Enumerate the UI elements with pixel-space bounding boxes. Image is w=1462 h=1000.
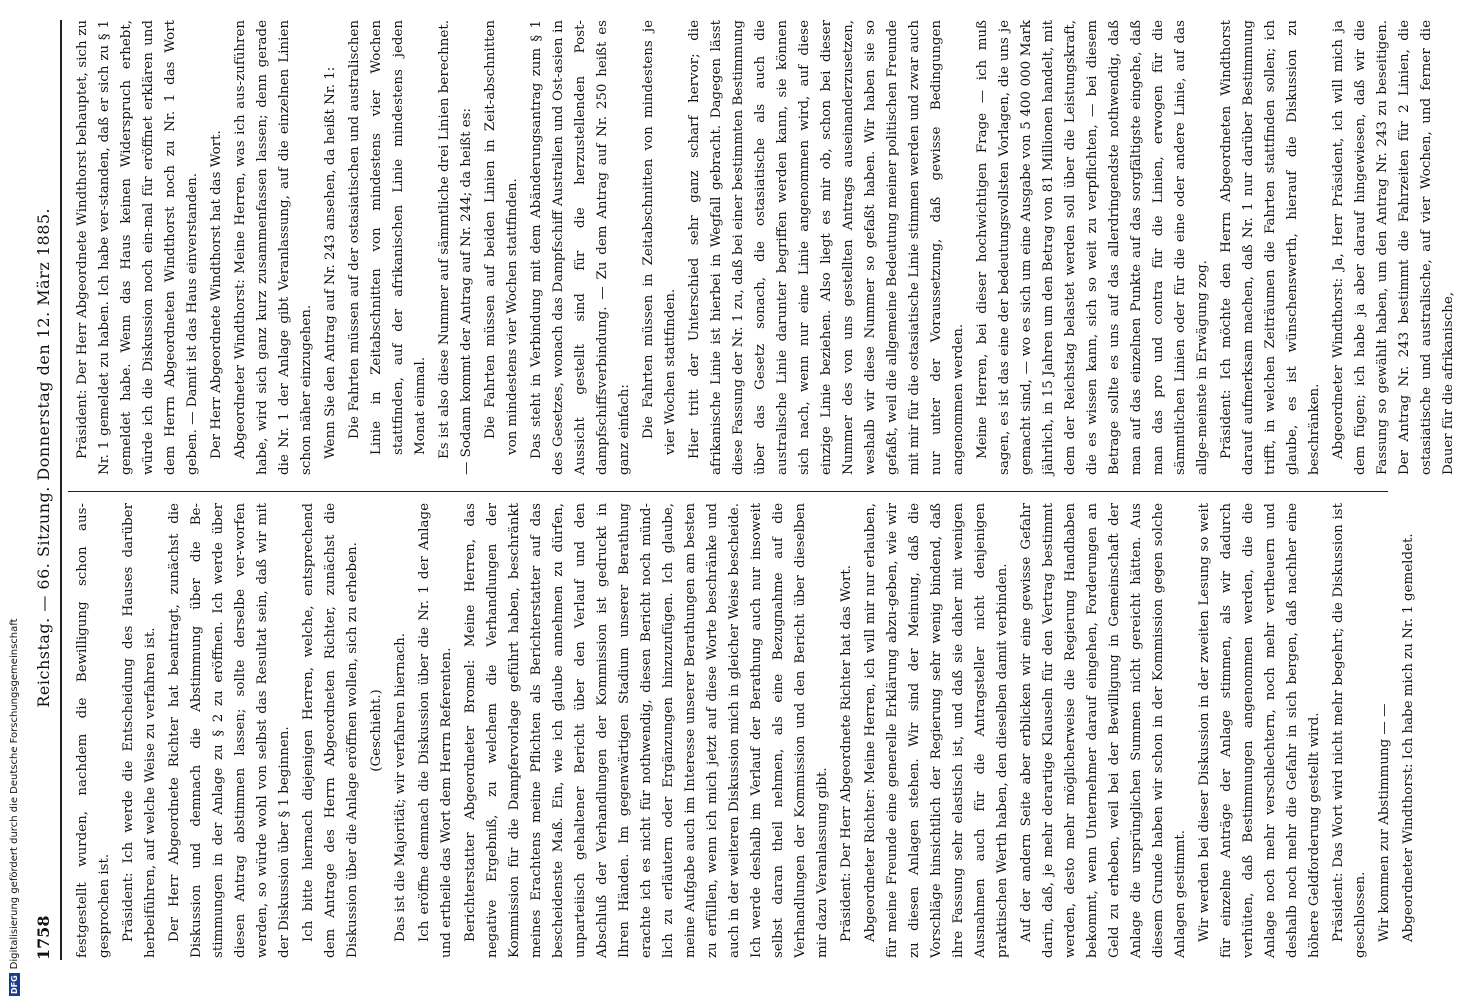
paragraph: Auf der andern Seite aber erblicken wir eine gewisse Gefahr darin, daß, je mehr derartige Klauseln für den Vertrag bestimmt werden, desto mehr möglicherweise die Regierung Handhaben bekommt, wenn Unternehmer darauf eingehen, Forderungen an Geld zu erheben, weil bei der Bewilligung in Gemeinschaft der Anlage die ursprünglichen Summen nicht gereicht hätten. Aus diesem Grunde haben wir schon in der Kommission gegen solche Anlagen gestimmt. bbox=[1019, 503, 1188, 958]
paragraph: Wir werden bei dieser Diskussion in der zweiten Lesung so weit für einzelne Anträge der Anlage stimmen, als wir dadurch verhüten, daß Bestimmungen angenommen werden, die die Anlage noch mehr verschlechtern, noch mehr vertheuern und deshalb noch mehr die Gefahr in sich bergen, daß nachher eine höhere Geldforderung gestellt wird. bbox=[1197, 503, 1322, 958]
paragraph: Abgeordneter Windthorst: Ja, Herr Präsident, ich will mich ja dem fügen; ich habe ja aber darauf hingewiesen, daß wir die Fassung so gewählt haben, um den Antrag Nr. 243 zu beseitigen. Der Antrag Nr. 243 bestimmt die Fahrzeiten für 2 Linien, die ostasiatische und australische, auf vier Wochen, und ferner die Dauer für die afrikanische, bbox=[1331, 20, 1456, 475]
document-sheet bbox=[20, 0, 1456, 980]
paragraph: Präsident: Ich werde die Entscheidung des Hauses darüber herbeiführen, auf welche Weise zu verfahren ist. bbox=[121, 503, 158, 958]
paragraph: Meine Herren, bei dieser hochwichtigen Frage — ich muß sagen, es ist das eine der bedeutungsvollsten Vorlagen, die uns je gemacht sind, — wo es sich um eine Ausgabe von 5 400 000 Mark jährlich, in 15 Jahren um den Betrag von 81 Millionen handelt, mit dem der Reichstag belastet werden soll über die Leistungskraft, die es wissen kann, sich so weit zu verpflichten, — bei diesem Betrage sollte es uns auf das allerdringendste nothwendig, daß man auf das einzelnen Punkte auf das sorgfältigste eingehe, daß man das pro und contra für die Linien, erwogen für die sämmtlichen Linien oder für die eine oder andere Linie, auf das allge-meinste in Erwägung zog. bbox=[975, 20, 1210, 475]
paragraph: Präsident: Ich möchte den Herrn Abgeordneten Windthorst darauf aufmerksam machen, daß Nr. 1 nur darüber Bestimmung trifft, in welchen Zeiträumen die Fahrten stattfinden sollen; ich glaube, es ist wünschenswerth, hierauf die Diskussion zu beschränken. bbox=[1219, 20, 1322, 475]
paragraph: Präsident: Das Wort wird nicht mehr begehrt; die Diskussion ist geschlossen. bbox=[1331, 503, 1368, 958]
right-column bbox=[72, 20, 1462, 475]
paragraph: Ich bitte hiernach diejenigen Herren, welche, entsprechend dem Antrage des Herrn Abgeordneten Richter, zunächst die Diskussion über die Anlage eröffnen wollen, sich zu erheben. bbox=[301, 503, 360, 958]
paragraph: Präsident: Der Herr Abgeordnete Richter hat das Wort. bbox=[839, 564, 854, 942]
header-rule bbox=[60, 20, 62, 960]
page-number: 1758 bbox=[33, 915, 53, 960]
paragraph: Die Fahrten müssen auf beiden Linien in Zeit-abschnitten von mindestens vier Wochen stattfinden. bbox=[483, 20, 520, 455]
column-divider bbox=[68, 491, 1388, 492]
paragraph: Wir kommen zur Abstimmung — — bbox=[1377, 703, 1392, 942]
paragraph: (Geschieht.) bbox=[369, 689, 384, 772]
paragraph: Der Herr Abgeordnete Richter hat beantragt, zunächst die Diskussion und demnach die Abstimmung über die Be-stimmungen in der Anlage zu § 2 zu eröffnen. Ich werde über diesen Antrag abstimmen lassen; sollte derselbe ver-worfen werden, so würde wohl von selbst das Resultat sein, daß wir mit der Diskussion über § 1 beginnen. bbox=[167, 503, 292, 958]
paragraph: Das ist die Majorität; wir verfahren hiernach. bbox=[393, 632, 408, 942]
paragraph: Präsident: Der Herr Abgeordnete Windthorst behauptet, sich zu Nr. 1 gemeldet zu haben. Ich habe ver-standen, daß er sich zu § 1 gemeldet habe. Wenn das Haus keinen Widerspruch erhebt, würde ich die Diskussion noch ein-mal für eröffnet erklären und dem Herrn Abgeordneten Windthorst noch zu Nr. 1 das Wort geben. — Damit ist das Haus einverstanden. bbox=[75, 20, 200, 475]
paragraph: Abgeordneter Windthorst: Ich habe mich zu Nr. 1 gemeldet. bbox=[1401, 533, 1416, 942]
paragraph: Der Herr Abgeordnete Windthorst hat das Wort. bbox=[209, 130, 224, 459]
paragraph: Die Fahrten müssen auf der ostasiatischen und australischen Linie in Zeitabschnitten von mindestens vier Wochen stattfinden, auf der afrikanischen Linie mindestens jeden Monat einmal. bbox=[347, 20, 428, 455]
paragraph: Wenn Sie den Antrag auf Nr. 243 ansehen, da heißt Nr. 1: bbox=[323, 66, 338, 459]
paragraph: Hier tritt der Unterschied sehr ganz scharf hervor; die afrikanische Linie ist hierbei in Wegfall gebracht. Dagegen lässt diese Fassung der Nr. 1 zu, daß bei einer bestimmten Bestimmung über das Gesetz sonach, die ostasiatische als auch die australische Linie darunter begriffen werden kann, sie können sich nach, wenn nur eine Linie angenommen wird, auf diese einzige Linie beziehen. Also liegt es mir ob, schon bei dieser Nummer des von uns gestellten Antrags auseinanderzusetzen, weshalb wir diese Nummer so gefaßt haben. Wir haben sie so gefaßt, weil die allgemeine Bedeutung meiner politischen Freunde mit mir für die ostasiatische Linie stimmen werden und zwar auch nur unter der Voraussetzung, daß gewisse Bedingungen angenommen werden. bbox=[687, 20, 966, 475]
paragraph: festgestellt wurden, nachdem die Bewilligung schon aus-gesprochen ist. bbox=[75, 503, 112, 958]
rotated-page bbox=[20, 0, 1456, 980]
paragraph: Abgeordneter Richter: Meine Herren, ich will mir nur erlauben, für meine Freunde eine generelle Erklärung abzu-geben, wie wir zu diesen Anlagen stehen. Wir sind der Meinung, daß die Vorschläge hinsichtlich der Regierung sehr wenig bindend, daß ihre Fassung sehr elastisch ist, und daß sie daher mit wenigen Ausnahmen auch für die Antragsteller nicht denjenigen praktischen Werth haben, den dieselben damit verbinden. bbox=[863, 503, 1010, 958]
page-header bbox=[28, 20, 58, 960]
paragraph: Ich eröffne demnach die Diskussion über die Nr. 1 der Anlage und ertheile das Wort dem Herrn Referenten. bbox=[417, 503, 454, 958]
digitization-note bbox=[9, 618, 20, 996]
paragraph: Das steht in Verbindung mit dem Abänderungsantrag zum § 1 des Gesetzes, wonach das Dampfschiff Australien und Ost-asien in Aussicht gestellt sind für die herzustellenden Post-dampfschiffsverbindung. — Zu dem Antrag auf Nr. 250 heißt es ganz einfach: bbox=[529, 20, 632, 475]
left-column bbox=[72, 503, 1422, 958]
dfg-logo: DFG bbox=[10, 975, 19, 994]
running-title: Reichstag. — 66. Sitzung. Donnerstag den 12. März 1885. bbox=[33, 207, 53, 708]
paragraph: Es ist also diese Nummer auf sämmtliche drei Linien berechnet. — Sodann kommt der Antrag auf Nr. 244; da heißt es: bbox=[437, 20, 474, 475]
paragraph: Die Fahrten müssen in Zeitabschnitten von mindestens je vier Wochen stattfinden. bbox=[641, 20, 678, 455]
paragraph: Berichterstatter Abgeordneter Bromel: Meine Herren, das negative Ergebniß, zu welchem die Verhandlungen der Kommission für die Dampfervorlage geführt haben, beschränkt meines Erachtens meine Pflichten als Berichterstatter auf das bescheidenste Maß. Ein, wie ich glaube annehmen zu dürfen, unparteiisch gehaltener Bericht über den Verlauf und den Abschluß der Verhandlungen der Kommission ist gedruckt in Ihren Händen. Im gegenwärtigen Stadium unserer Berathung erachte ich es nicht für nothwendig, diesen Bericht noch münd-lich zu erläutern oder Ergänzungen hinzuzufügen. Ich glaube, meine Aufgabe auch im Interesse unserer Berathungen am besten zu erfüllen, wenn ich mich jetzt auf diese Worte beschränke und auch in der weiteren Diskussion mich in gleicher Weise bescheide. Ich werde deshalb im Verlauf der Berathung auch nur insoweit selbst daran theil nehmen, als eine Bezugnahme auf die Verhandlungen der Kommission und den Bericht über dieselben mir dazu Veranlassung gibt. bbox=[463, 503, 830, 958]
paragraph: Abgeordneter Windthorst: Meine Herren, was ich aus-zuführen habe, wird sich ganz kurz zusammenfassen lassen; denn gerade die Nr. 1 der Anlage gibt Veranlassung, auf die einzelnen Linien schon näher einzugehen. bbox=[233, 20, 314, 475]
digitization-text: Digitalisierung gefördert durch die Deutsche Forschungsgemeinschaft bbox=[9, 618, 20, 970]
